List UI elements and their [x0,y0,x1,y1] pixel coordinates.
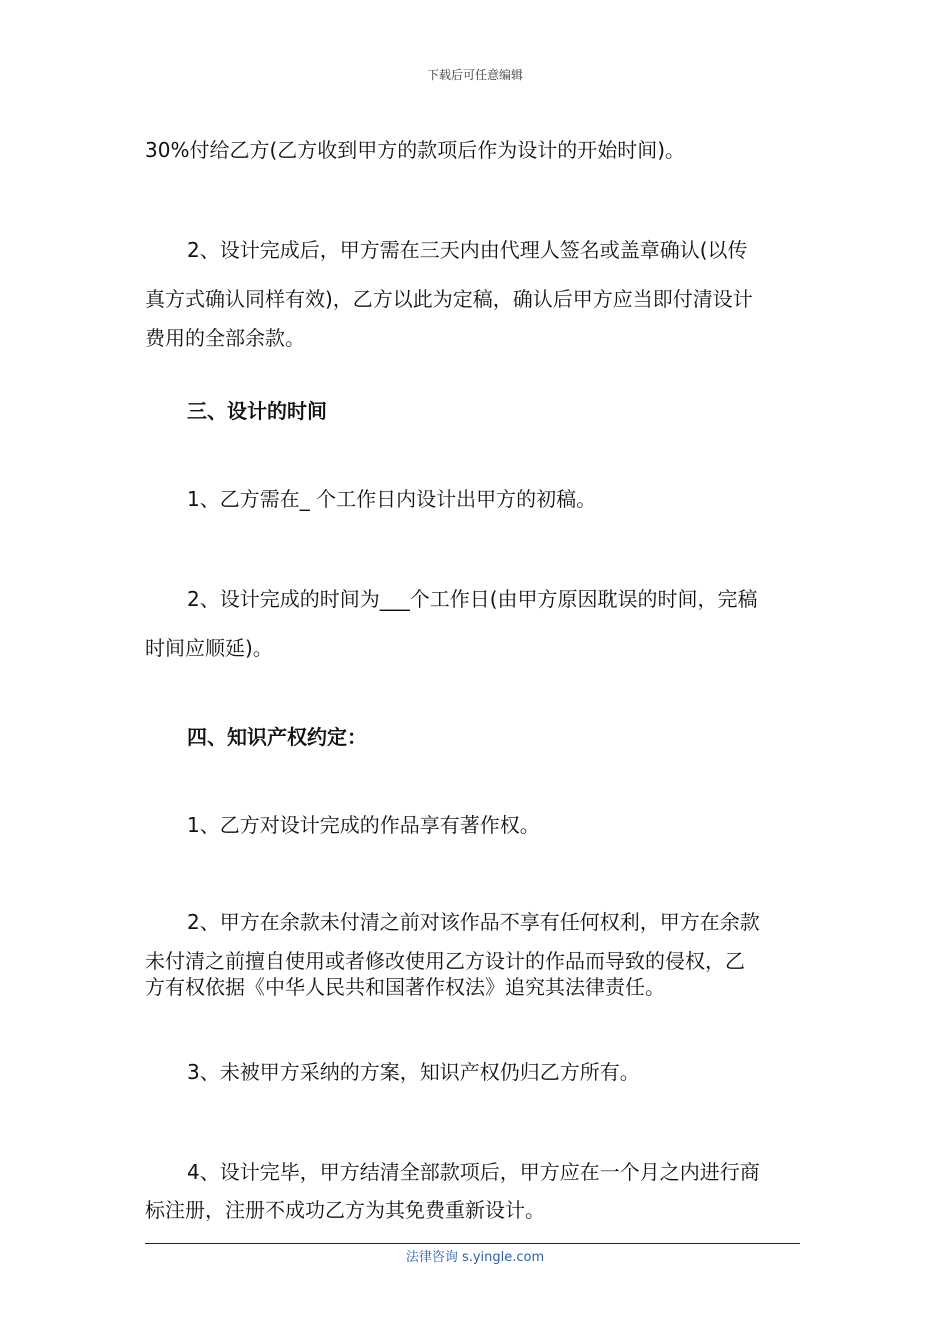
paragraph-confirm-line-1: 2、设计完成后，甲方需在三天内由代理人签名或盖章确认(以传 [187,238,748,262]
paragraph-infringement-line-2: 未付清之前擅自使用或者修改使用乙方设计的作品而导致的侵权，乙 [145,949,745,973]
paragraph-completion-time-line-1: 2、设计完成的时间为___个工作日(由甲方原因耽误的时间，完稿 [187,587,758,611]
section-heading-ip: 四、知识产权约定： [187,725,367,749]
section-heading-design-time: 三、设计的时间 [187,399,327,423]
paragraph-trademark-line-2: 标注册，注册不成功乙方为其免费重新设计。 [145,1198,545,1222]
paragraph-confirm-line-2: 真方式确认同样有效)，乙方以此为定稿，确认后甲方应当即付清设计 [145,287,753,311]
footer-divider [145,1243,800,1244]
paragraph-draft-days: 1、乙方需在_ 个工作日内设计出甲方的初稿。 [187,487,597,511]
paragraph-confirm-line-3: 费用的全部余款。 [145,326,305,350]
footer-link[interactable]: 法律咨询 s.yingle.com [405,1250,545,1265]
paragraph-completion-time-line-2: 时间应顺延)。 [145,636,273,660]
page-header: 下载后可任意编辑 [426,68,523,82]
paragraph-unadopted: 3、未被甲方采纳的方案，知识产权仍归乙方所有。 [187,1060,640,1084]
paragraph-payment-line: 30%付给乙方(乙方收到甲方的款项后作为设计的开始时间)。 [145,138,686,162]
paragraph-copyright: 1、乙方对设计完成的作品享有著作权。 [187,813,540,837]
paragraph-infringement-line-1: 2、甲方在余款未付清之前对该作品不享有任何权利，甲方在余款 [187,910,760,934]
paragraph-trademark-line-1: 4、设计完毕，甲方结清全部款项后，甲方应在一个月之内进行商 [187,1160,760,1184]
paragraph-infringement-line-3: 方有权依据《中华人民共和国著作权法》追究其法律责任。 [145,975,665,999]
